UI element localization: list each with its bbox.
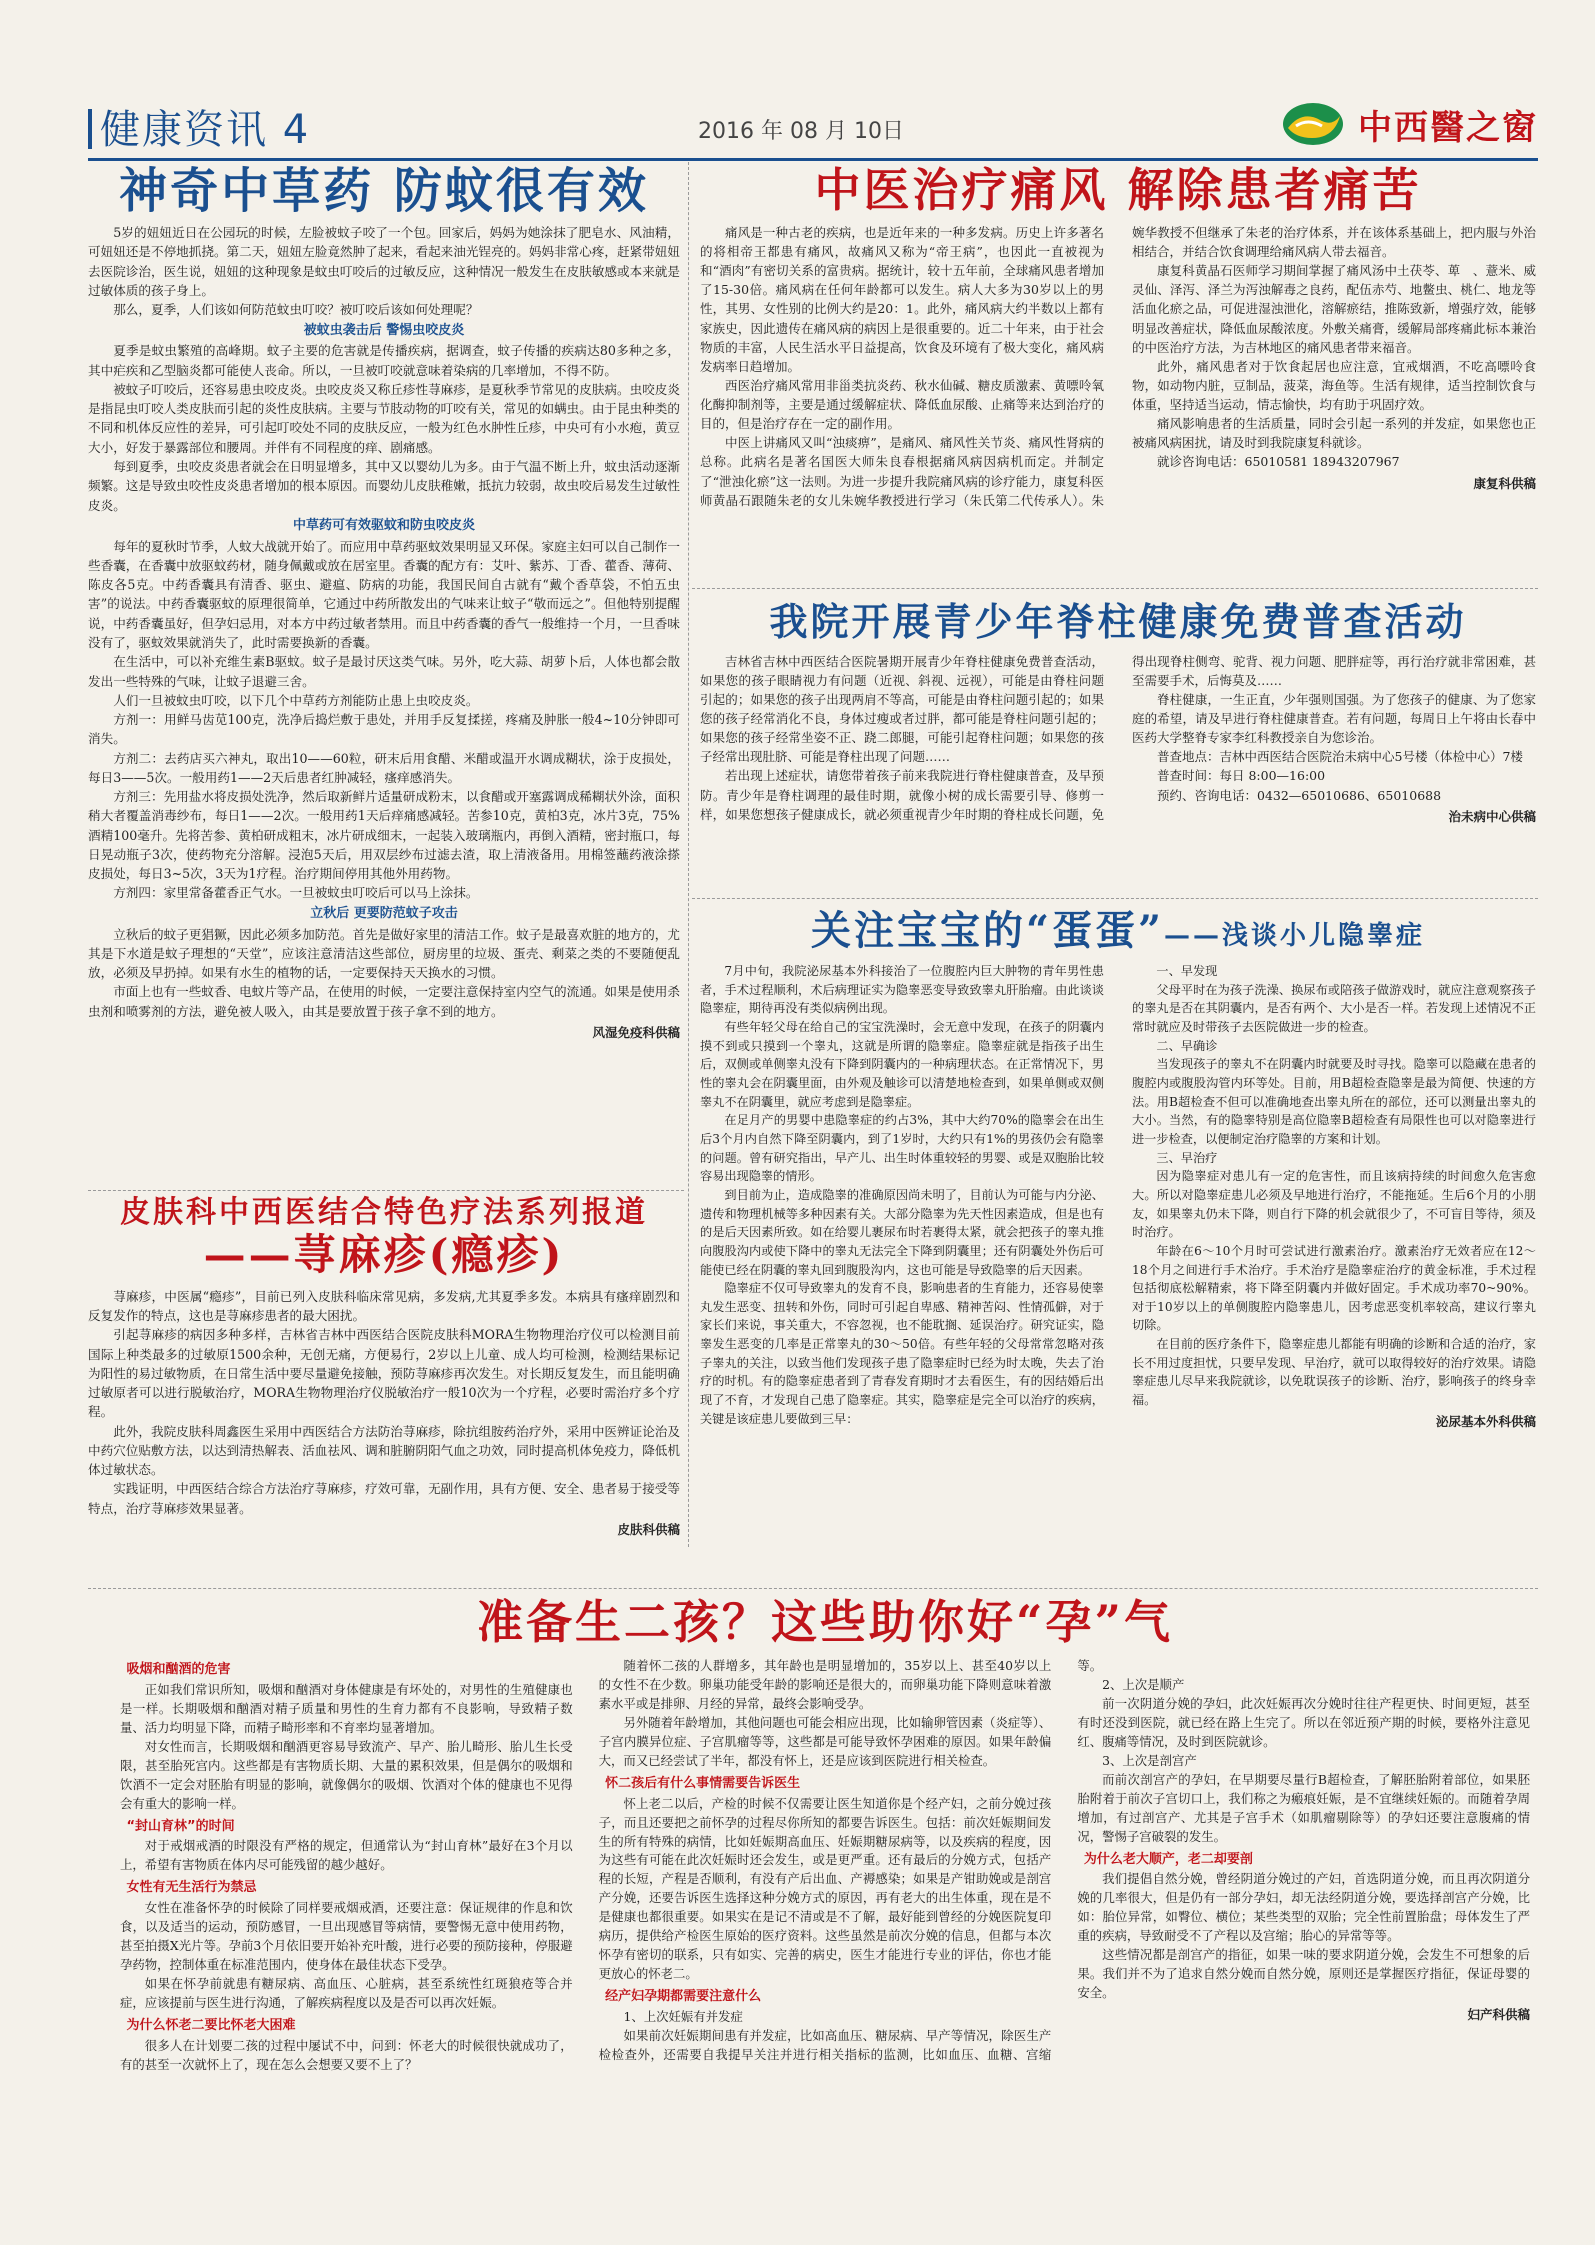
paragraph: 此外，痛风患者对于饮食起居也应注意，宜戒烟酒，不吃高嘌呤食物，如动物内脏，豆制品，菠菜，海鱼等。生活有规律，适当控制饮食与体重，坚持适当运动，情志愉快，均有助于巩固疗效。	[1132, 358, 1536, 413]
section-heading: 3、上次是剖宫产	[1102, 1752, 1197, 1768]
article-body	[88, 223, 680, 1042]
article-gout	[700, 164, 1536, 631]
subheading: 吸烟和酗酒的危害	[126, 1661, 231, 1677]
paragraph: 那么，夏季，人们该如何防范蚊虫叮咬？被叮咬后该如何处理呢？	[113, 302, 479, 318]
paragraph: 5岁的妞妞近日在公园玩的时候，左脸被蚊子咬了一个包。回家后，妈妈为她涂抹了肥皂水、风油精，可妞妞还是不停地抓挠。第二天，妞妞左脸竟然肿了起来，看起来油光锃亮的。妈妈非常心疼，赶紧带妞妞去医院诊治，医生说，妞妞的这种现象是蚊虫叮咬后的过敏反应，这种情况一般发生在皮肤敏感或本来就是过敏体质的孩子身上。	[88, 225, 680, 298]
logo-text: 中西醫之窗	[1358, 107, 1538, 148]
paragraph: 在足月产的男婴中患隐睾症的约占3%，其中大约70%的隐睾会在出生后3个月内自然下降至阴囊内，到了1岁时，大约只有1%的男孩仍会有隐睾的问题。曾有研究指出，早产儿、出生时体重较轻的男婴、或是双胞胎比较容易出现隐睾的情形。	[700, 1113, 1104, 1184]
article-herbs	[88, 164, 680, 1042]
paragraph: 西医治疗痛风常用非甾类抗炎药、秋水仙碱、糖皮质激素、黄嘌呤氧化酶抑制剂等，主要是通过缓解症状、降低血尿酸、止痛等来达到治疗的目的，但是治疗存在一定的副作用。	[700, 377, 1104, 432]
paragraph: 在生活中，可以补充维生素B驱蚊。蚊子是最讨厌这类气味。另外，吃大蒜、胡萝卜后，人体也都会散发出一些特殊的气味，让蚊子退避三舍。	[88, 654, 680, 689]
paragraph: 如果在怀孕前就患有糖尿病、高血压、心脏病，甚至系统性红斑狼疮等合并症，应该提前与医生进行沟通，了解疾病程度以及是否可以再次妊娠。	[120, 1976, 573, 2011]
paragraph: 很多人在计划要二孩的过程中屡试不中，问到：怀老大的时候很快就成功了，有的甚至一次就怀上了，现在怎么会想要又要不上了？	[120, 2037, 573, 2072]
paragraph: 前一次阴道分娩的孕妇，此次妊娠再次分娩时往往产程更快、时间更短，甚至有时还没到医院，就已经在路上生完了。所以在邻近预产期的时候，要格外注意见红、腹痛等情况，及时到医院就诊。	[1077, 1695, 1530, 1749]
paragraph: 中医上讲痛风又叫“浊痰痹”，是痛风、痛风性关节炎、痛风性肾病的总称。此病名是著名国医大师朱良春根据痛风病因病机而定。并制定了“泄浊化瘀”这一法则。为进一步提升我院痛风病的诊疗能力，康复科医师黄晶石跟随朱老的女儿朱婉华教授进行学习（朱氏第二代传承人）。朱婉华教授不但继承了朱老的治疗体系，并在该体系基础上，把内服与外治相结合，并结合饮食调理给痛风病人带去福音。	[700, 224, 1536, 508]
subheading: 中草药可有效驱蚊和防虫咬皮炎	[292, 517, 475, 533]
paragraph: 市面上也有一些蚊香、电蚊片等产品，在使用的时候，一定要注意保持室内空气的流通。如果是使用杀虫剂和喷雾剂的方法，避免被人吸入，由其是要放置于孩子拿不到的地方。	[88, 984, 680, 1019]
section-heading: 1、上次妊娠有并发症	[623, 2009, 743, 2025]
subheading: 经产妇孕期都需要注意什么	[605, 1989, 762, 2005]
subheading: 立秋后 更要防范蚊子攻击	[310, 905, 458, 921]
paragraph: 引起荨麻疹的病因多种多样，吉林省吉林中西医结合医院皮肤科MORA生物物理治疗仪可以检测目前国际上种类最多的过敏原1500余种，无创无痛，方便易行，2岁以上儿童、成人均可检测，检测结果标记为阳性的易过敏物质，在日常生活中要尽量避免接触，预防荨麻疹再次发生。对长期反复发生，而且能明确过敏原者可以进行脱敏治疗，MORA生物物理治疗仪脱敏治疗一般10次为一个疗程，必要时需治疗多个疗程。	[88, 1327, 680, 1420]
paragraph: 痛风影响患者的生活质量，同时会引起一系列的并发症，如果您也正被痛风病困扰，请及时到我院康复科就诊。	[1132, 416, 1536, 451]
subheading: “封山育林”的时间	[126, 1818, 235, 1834]
paragraph: 对于戒烟戒酒的时限没有严格的规定，但通常认为“封山育林”最好在3个月以上，希望有害物质在体内尽可能残留的越少越好。	[120, 1838, 573, 1873]
paragraph: 实践证明，中西医结合综合方法治疗荨麻疹，疗效可靠，无副作用，具有方便、安全、患者易于接受等特点，治疗荨麻疹效果显著。	[88, 1481, 680, 1516]
subheading: 被蚊虫袭击后 警惕虫咬皮炎	[303, 322, 465, 338]
article-body	[700, 962, 1536, 1574]
article-credit: 康复科供稿	[1473, 475, 1536, 491]
paragraph: 女性在准备怀孕的时候除了同样要戒烟戒酒，还要注意：保证规律的作息和饮食，以及适当的运动，预防感冒，一旦出现感冒等病情，要警惕无意中使用药物，甚至拍摄X光片等。孕前3个月依旧要开始补充叶酸，进行必要的预防接种，停服避孕药物，控制体重在标准范围内，使身体在最佳状态下受孕。	[120, 1900, 573, 1973]
paragraph: 这些情况都是剖宫产的指征，如果一味的要求阴道分娩，会发生不可想象的后果。我们并不为了追求自然分娩而自然分娩，原则还是掌握医疗指征，保证母婴的安全。	[1077, 1947, 1530, 2001]
paragraph: 在目前的医疗条件下，隐睾症患儿都能有明确的诊断和合适的治疗，家长不用过度担忧，只要早发现、早治疗，就可以取得较好的治疗效果。请隐睾症患儿尽早来我院就诊，以免耽误孩子的诊断、治疗，影响孩子的终身幸福。	[1132, 1337, 1536, 1408]
subheading: 为什么老大顺产，老二却要剖	[1083, 1851, 1253, 1867]
header-rule	[88, 158, 1538, 161]
paragraph: 吉林省吉林中西医结合医院暑期开展青少年脊柱健康免费普查活动，如果您的孩子眼睛视力有问题（近视、斜视、远视），可能是由脊柱问题引起的；如果您的孩子出现两肩不等高，可能是由脊柱问题引起的；如果您的孩子经常消化不良，身体过瘦或者过胖，都可能是脊柱问题引起的；如果您的孩子经常坐姿不正、跷二郎腿，可能引起脊柱问题；如果您的孩子经常出现肚脐、可能是脊柱出现了问题……	[700, 653, 1104, 765]
paragraph: 另外随着年龄增加，其他问题也可能会相应出现，比如输卵管因素（炎症等）、子宫内膜异位症、子宫肌瘤等等，这些都是可能导致怀孕困难的原因。如果年龄偏大，而又已经尝试了半年，都没有怀上，还是应该到医院进行相关检查。	[598, 1714, 1052, 1768]
paragraph: 就诊咨询电话：65010581 18943207967	[1157, 454, 1400, 470]
article-body	[120, 1657, 1530, 2217]
paragraph: 我们提倡自然分娩，曾经阴道分娩过的产妇，首选阴道分娩，而且再次阴道分娩的几率很大，但是仍有一部分孕妇，却无法经阴道分娩，要选择剖宫产分娩，比如：胎位异常，如臀位、横位；某些类型的双胎；完全性前置胎盘；母体发生了严重的疾病，导致耐受不了产程以及宫缩；胎心的异常等等。	[1077, 1871, 1530, 1944]
article-subtitle: ——荨麻疹(瘾疹)	[203, 1229, 565, 1279]
paragraph: 康复科黄晶石医师学习期间掌握了痛风汤中土茯苓、萆 、薏米、威灵仙、泽泻、泽兰为泻浊解毒之良药，配伍赤芍、地鳖虫、桃仁、地龙等活血化瘀之品，可促进湿浊泄化，溶解瘀结，推陈致新，增强疗效，能够明显改善症状，降低血尿酸浓度。外敷关痛膏，缓解局部疼痛此标本兼治的中医治疗方法，为吉林地区的痛风患者带来福音。	[1132, 263, 1536, 355]
paragraph: 立秋后的蚊子更猖獗，因此必须多加防范。首先是做好家里的清洁工作。蚊子是最喜欢脏的地方的，尤其是下水道是蚊子理想的“天堂”，应该注意清洁这些部位，厨房里的垃圾、蛋壳、剩菜之类的不要随便乱放，必须及早扔掉。如果有水生的植物的话，一定要保持天天换水的习惯。	[88, 926, 680, 981]
divider-spine-testis	[692, 898, 1538, 899]
article-title: 中医治疗痛风 解除患者痛苦	[814, 163, 1422, 217]
paragraph: 因为隐睾症对患儿有一定的危害性，而且该病持续的时间愈久危害愈大。所以对隐睾症患儿必须及早地进行治疗，不能拖延。生后6个月的小朋友，如果睾丸仍未下降，则自行下降的机会就很少了，不可盲目等待，须及时治疗。	[1132, 1169, 1536, 1240]
paragraph: 此外，我院皮肤科周鑫医生采用中西医结合方法防治荨麻疹，除抗组胺药治疗外，采用中医辨证论治及中药穴位贴敷方法，以达到清热解表、活血祛风、调和脏腑阴阳气血之功效，同时提高机体免疫力，降低机体过敏状态。	[88, 1423, 680, 1478]
publication-date: 2016 年 08 月 10日	[698, 119, 904, 144]
paragraph: 普查地点：吉林中西医结合医院治未病中心5号楼（体检中心）7楼	[1157, 749, 1523, 765]
paragraph: 普查时间：每日 8:00—16:00	[1157, 768, 1326, 784]
paragraph: 方剂二：去药店买六神丸，取出10——60粒，研末后用食醋、米醋或温开水调成糊状，涂于皮损处，每日3——5次。一般用药1——2天后患者红肿减轻，瘙痒感消失。	[88, 750, 680, 785]
article-title: 准备生二孩？这些助你好“孕”气	[477, 1595, 1173, 1649]
article-body	[700, 652, 1536, 882]
paragraph: 夏季是蚊虫繁殖的高峰期。蚊子主要的危害就是传播疾病，据调查，蚊子传播的疾病达80多种之多，其中疟疾和乙型脑炎都可能使人丧命。所以，一旦被叮咬就意味着染病的几率增加，不得不防。	[88, 343, 680, 378]
paragraph: 荨麻疹，中医属“瘾疹”，目前已列入皮肤科临床常见病，多发病,尤其夏季多发。本病具有瘙痒剧烈和反复发作的特点，这也是荨麻疹患者的最大困扰。	[88, 1288, 680, 1324]
paragraph: 被蚊子叮咬后，还容易患虫咬皮炎。虫咬皮炎又称丘疹性荨麻疹，是夏秋季节常见的皮肤病。虫咬皮炎是指昆虫叮咬人类皮肤而引起的炎性皮肤病。主要与节肢动物的叮咬有关，常见的如螨虫。由于昆虫种类的不同和机体反应性的差异，可引起叮咬处不同的皮肤反应，一般为红色水肿性丘疹，中央可有小水疱，黄豆大小，好发于暴露部位和腰周。并伴有不同程度的痒、剧痛感。	[88, 381, 680, 455]
paragraph: 到目前为止，造成隐睾的准确原因尚未明了，目前认为可能与内分泌、遗传和物理机械等多种因素有关。大部分隐睾为先天性因素造成，但是也有的是后天因素所致。如在给婴儿裹尿布时若裹得太紧，就会把孩子的睾丸推向腹股沟内或使下降中的睾丸无法完全下降到阴囊里；还有阴囊处外伤后可能使已经在阴囊的睾丸回到腹股沟内，这也可能是导致隐睾的后天因素。	[700, 1187, 1104, 1277]
article-body	[700, 223, 1536, 631]
article-title: 皮肤科中西医结合特色疗法系列报道	[120, 1195, 648, 1230]
paragraph: 方剂一：用鲜马齿苋100克，洗净后捣烂敷于患处，并用手反复揉搓，疼痛及肿胀一般4~10分钟即可消失。	[88, 712, 680, 747]
article-title: 我院开展青少年脊柱健康免费普查活动	[769, 599, 1467, 644]
paragraph: 随着怀二孩的人群增多，其年龄也是明显增加的，35岁以上、甚至40岁以上的女性不在少数。卵巢功能受年龄的影响还是很大的，而卵巢功能下降则意味着激素水平或是排卵、月经的异常，最终会影响受孕。	[598, 1657, 1052, 1711]
section-heading: 一、早发现	[1156, 964, 1218, 978]
logo-mark-icon	[1282, 102, 1344, 146]
paragraph: 怀上老二以后，产检的时候不仅需要让医生知道你是个经产妇，之前分娩过孩子，而且还要把之前怀孕的过程尽你所知的都要告诉医生。包括：前次妊娠期间发生的所有特殊的病情，比如妊娠期高血压、妊娠期糖尿病等，以及疾病的程度，因为这些有可能在此次妊娠时还会发生，或是更严重。还有最后的分娩方式，包括产程的长短，产程是否顺利，有没有产后出血、产褥感染；如果是产钳助娩或是剖宫产分娩，还要告诉医生选择这种分娩方式的原因，再有老大的出生体重，现在是不是健康也都很重要。如果实在是记不清或是不了解，最好能到曾经的分娩医院复印病历，提供给产检医生原始的医疗资料。这些虽然是前次分娩的信息，但都与本次怀孕有密切的联系，只有如实、完善的病史，医生才能进行专业的评估，你也才能更放心的怀老二。	[598, 1795, 1052, 1982]
paragraph: 预约、咨询电话：0432—65010686、65010688	[1157, 787, 1442, 803]
paragraph: 若出现上述症状，请您带着孩子前来我院进行脊柱健康普查，及早预防。青少年是脊柱调理的最佳时期，就像小树的成长需要引导、修剪一样，如果您想孩子健康成长，就必须重视青少年时期的脊柱成长问题，免得出现脊柱侧弯、驼背、视力问题、肥胖症等，再行治疗就非常困难，甚至需要手术，后悔莫及……	[700, 653, 1536, 822]
paragraph: 痛风是一种古老的疾病，也是近年来的一种多发病。历史上许多著名的将相帝王都患有痛风，故痛风又称为“帝王病”，也因此一直被视为和“酒肉”有密切关系的富贵病。据统计，较十五年前，全球痛风患者增加了15-30倍。痛风病在任何年龄都可以发生。病人大多为30岁以上的男性，其男、女性别的比例大约是20：1。此外，痛风病大约半数以上都有家族史，因此遗传在痛风病的病因上是很重要的。近二十年来，由于社会物质的丰富，人民生活水平日益提高，饮食及环境有了极大变化，痛风病发病率日趋增加。	[700, 224, 1104, 374]
section-heading: 三、早治疗	[1156, 1150, 1218, 1165]
divider-bottom-article	[88, 1588, 1538, 1589]
article-second-child	[120, 1596, 1530, 2217]
article-credit: 风湿免疫科供稿	[592, 1024, 680, 1040]
paragraph: 每年的夏秋时节季，人蚊大战就开始了。而应用中草药驱蚊效果明显又环保。家庭主妇可以自己制作一些香囊，在香囊中放驱蚊药材，随身佩戴或放在居室里。香囊的配方有：艾叶、紫苏、丁香、藿香、薄荷、陈皮各5克。中药香囊具有清香、驱虫、避瘟、防病的功能，我国民间自古就有“戴个香草袋，不怕五虫害”的说法。中药香囊驱蚊的原理很简单，它通过中药所散发出的气味来让蚊子“敬而远之”。但他特别提醒说，中药香囊虽好，但孕妇忌用，对本方中药过敏者禁用。而且中药香囊的香气一般维持一个月，一旦香味没有了，驱蚊效果就消失了，此时需要换新的香囊。	[88, 538, 680, 650]
paragraph: 对女性而言，长期吸烟和酗酒更容易导致流产、早产、胎儿畸形、胎儿生长受限，甚至胎死宫内。这些都是有害物质长期、大量的累积效果，但是偶尔的吸烟和饮酒不一定会对胚胎有明显的影响，就像偶尔的吸烟、饮酒对个体的健康也不见得会有重大的影响一样。	[120, 1738, 573, 1811]
article-title: 神奇中草药 防蚊很有效	[119, 163, 649, 219]
paragraph: 方剂四：家里常备藿香正气水。一旦被蚊虫叮咬后可以马上涂抹。	[113, 885, 479, 901]
paragraph: 父母平时在为孩子洗澡、换尿布或陪孩子做游戏时，就应注意观察孩子的睾丸是否在其阴囊内，是否有两个、大小是否一样。若发现上述情况不正常时就应及时带孩子去医院做进一步的检查。	[1132, 982, 1536, 1034]
section-name	[88, 98, 310, 155]
article-title-group	[700, 908, 1536, 954]
paragraph: 隐睾症不仅可导致睾丸的发育不良，影响患者的生育能力，还容易使睾丸发生恶变、扭转和外伤，同时可引起自卑感、精神苦闷、性情孤僻，对于家长们来说，事关重大，不容忽视，也不能耽搁、延误治疗。研究证实，隐睾发生恶变的几率是正常睾丸的30～50倍。有些年轻的父母常常忽略对孩子睾丸的关注，以致当他们发现孩子患了隐睾症时已经为时太晚，失去了治疗的时机。有的隐睾症患者到了青春发育期时才去看医生，有的因结婚后出现了不育，才发现自己患了隐睾症。其实，隐睾症是完全可以治疗的疾病，关键是该症患儿要做到三早：	[700, 1281, 1104, 1426]
article-credit: 妇产科供稿	[1467, 2007, 1530, 2023]
column-divider	[688, 162, 689, 1547]
article-subtitle: ——浅谈小儿隐睾症	[1164, 921, 1426, 951]
subheading: 为什么怀老二要比怀老大困难	[126, 2018, 296, 2034]
paragraph: 正如我们常识所知，吸烟和酗酒对身体健康是有坏处的，对男性的生殖健康也是一样。长期吸烟和酗酒对精子质量和男性的生育力都有不良影响，导致精子数量、活力均明显下降，而精子畸形率和不育率均显著增加。	[120, 1681, 573, 1735]
paragraph: 而前次剖宫产的孕妇，在早期要尽量行B超检查，了解胚胎附着部位，如果胚胎附着于前次子宫切口上，我们称之为瘢痕妊娠，是不宜继续妊娠的。而随着孕周增加，有过剖宫产、尤其是子宫手术（如肌瘤剔除等）的孕妇还要注意腹痛的情况，警惕子宫破裂的发生。	[1077, 1771, 1530, 1844]
hospital-logo	[1282, 96, 1538, 152]
paragraph: 人们一旦被蚊虫叮咬，以下几个中草药方剂能防止患上虫咬皮炎。	[113, 692, 479, 708]
article-urticaria	[88, 1196, 680, 1539]
paragraph: 如果前次妊娠期间患有并发症，比如高血压、糖尿病、早产等情况，除医生产检检查外，还需要自我提早关注并进行相关指标的监测，比如血压、血糖、宫缩等。	[598, 1657, 1103, 2063]
section-label: 健康资讯 4	[100, 107, 311, 153]
section-heading: 2、上次是顺产	[1102, 1676, 1185, 1692]
paragraph: 有些年轻父母在给自己的宝宝洗澡时，会无意中发现，在孩子的阴囊内摸不到或只摸到一个睾丸，这就是所谓的隐睾症。隐睾症就是指孩子出生后，双侧或单侧睾丸没有下降到阴囊内的一种病理状态。在正常情况下，男性的睾丸会在阴囊里面，由外观及触诊可以清楚地检查到，如果单侧或双侧睾丸不在阴囊里，就应考虑到是隐睾症。	[700, 1019, 1104, 1109]
section-bar	[88, 109, 92, 149]
masthead	[88, 96, 1538, 158]
divider-herbs-urticaria	[88, 1190, 684, 1191]
paragraph: 7月中旬，我院泌尿基本外科接治了一位腹腔内巨大肿物的青年男性患者，手术过程顺利，术后病理证实为隐睾恶变导致致睾丸肝胎瘤。由此谈谈隐睾症，期待再没有类似病例出现。	[700, 964, 1104, 1016]
article-credit: 皮肤科供稿	[617, 1521, 680, 1537]
article-credit: 治未病中心供稿	[1448, 808, 1536, 824]
paragraph: 当发现孩子的睾丸不在阴囊内时就要及时寻找。隐睾可以隐藏在患者的腹腔内或腹股沟管内环等处。目前，用B超检查隐睾是最为简便、快速的方法。用B超检查不但可以准确地查出睾丸所在的部位，还可以测量出睾丸的大小。当然，有的隐睾特别是高位隐睾B超检查有局限性也可以对隐睾进行进一步检查，以便制定治疗隐睾的方案和计划。	[1132, 1057, 1536, 1146]
paragraph: 脊柱健康，一生正直，少年强则国强。为了您孩子的健康、为了您家庭的希望，请及早进行脊柱健康普查。若有问题，每周日上午将由长春中医药大学整脊专家李红科教授亲自为您诊治。	[1132, 691, 1536, 746]
article-credit: 泌尿基本外科供稿	[1435, 1413, 1536, 1429]
subheading: 怀二孩后有什么事情需要告诉医生	[605, 1775, 801, 1791]
paragraph: 方剂三：先用盐水将皮损处洗净，然后取新鲜片适量研成粉末，以食醋或开塞露调成稀糊状外涂，面积稍大者覆盖消毒纱布，每日1——2次。一般用药1天后痒痛感减轻。苦参10克，黄柏3克，冰片3克，75%酒精100毫升。先将苦参、黄柏研成粗末，冰片研成细末，一起装入玻璃瓶内，再倒入酒精，密封瓶口，每日晃动瓶子3次，使药物充分溶解。浸泡5天后，用双层纱布过滤去渣，取上清液备用。用棉签蘸药液涂搽皮损处，每日3~5次，3天为1疗程。治疗期间停用其他外用药物。	[88, 789, 680, 882]
paragraph: 年龄在6～10个月时可尝试进行激素治疗。激素治疗无效者应在12～18个月之间进行手术治疗。手术治疗是隐睾症治疗的黄金标准，手术过程包括彻底松解精索，将下降至阴囊内并做好固定。手术成功率70~90%。对于10岁以上的单侧腹腔内隐睾患儿，因考虑恶变机率较高，建议行睾丸切除。	[1132, 1243, 1536, 1333]
section-heading: 二、早确诊	[1156, 1038, 1218, 1053]
paragraph: 每到夏季，虫咬皮炎患者就会在日明显增多，其中又以婴幼儿为多。由于气温不断上升，蚊虫活动逐渐频繁。这是导致虫咬性皮炎患者增加的根本原因。而婴幼儿皮肤稚嫩，抵抗力较弱，故虫咬后易发生过敏性皮炎。	[88, 458, 680, 513]
article-testis	[700, 908, 1536, 1574]
article-title: 关注宝宝的“蛋蛋”	[810, 907, 1164, 954]
article-body	[88, 1287, 680, 1539]
subheading: 女性有无生活行为禁忌	[126, 1880, 257, 1896]
article-spine	[700, 600, 1536, 882]
